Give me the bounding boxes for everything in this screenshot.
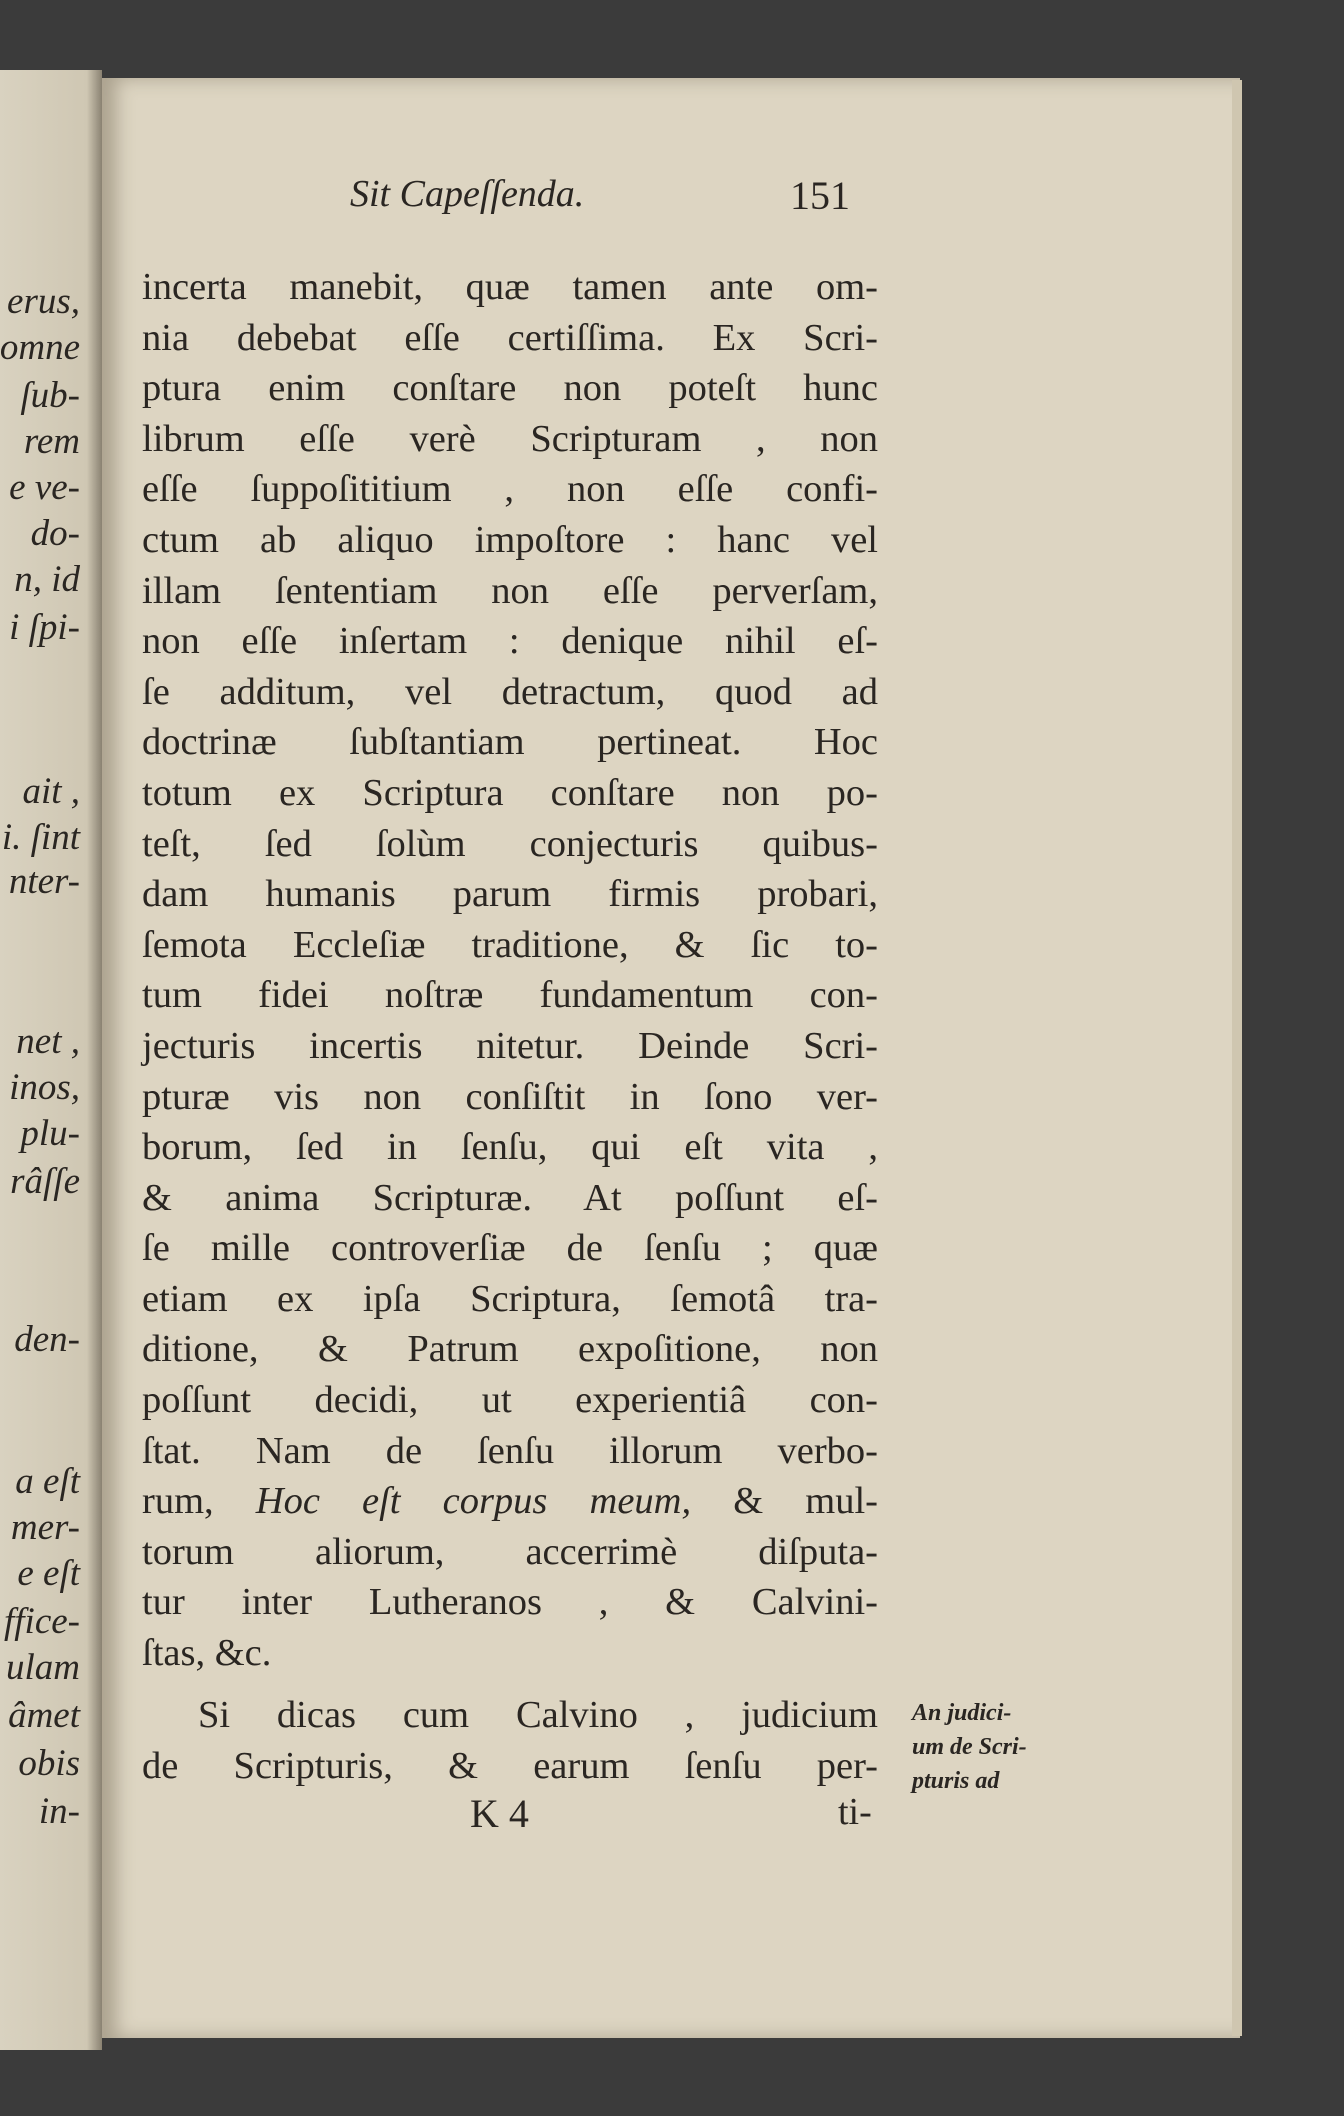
- marginal-line: um de Scri-: [912, 1734, 1027, 1760]
- facing-page-fragment: e eſt: [17, 1553, 80, 1594]
- facing-page-fragment: in-: [38, 1791, 80, 1832]
- facing-page-fragment: râſſe: [10, 1161, 80, 1202]
- text-line: ſemota Eccleſiæ traditione, & ſic to-: [142, 923, 878, 966]
- text-line: nia debebat eſſe certiſſima. Ex Scri-: [142, 316, 878, 359]
- text-line: teſt, ſed ſolùm conjecturis quibus-: [142, 822, 878, 865]
- text-line: ſtas, &c.: [142, 1632, 272, 1675]
- text-line: pturæ vis non conſiſtit in ſono ver-: [142, 1075, 878, 1118]
- facing-page-edge: [0, 70, 102, 2050]
- facing-page-fragment: do-: [30, 513, 80, 554]
- facing-page-fragment: den-: [14, 1319, 80, 1360]
- page-number: 151: [790, 173, 850, 218]
- text-line: ditione, & Patrum expoſitione, non: [142, 1328, 878, 1371]
- text-line: & anima Scripturæ. At poſſunt eſ-: [142, 1176, 878, 1219]
- facing-page-fragment: nter-: [8, 861, 80, 902]
- facing-page-fragment: rem: [23, 421, 80, 462]
- text-line: Si dicas cum Calvino , judicium: [198, 1694, 878, 1736]
- catchword: ti-: [838, 1791, 872, 1833]
- text-line: ſe additum, vel detractum, quod ad: [142, 670, 878, 713]
- facing-page-fragment: n, id: [14, 559, 80, 600]
- text-line: ctum ab aliquo impoſtore : hanc vel: [142, 518, 878, 561]
- text-line: librum eſſe verè Scripturam , non: [142, 417, 878, 460]
- text-line: de Scripturis, & earum ſenſu per-: [142, 1744, 878, 1787]
- facing-page-fragment: omne: [0, 327, 80, 368]
- text-line: doctrinæ ſubſtantiam pertineat. Hoc: [142, 721, 878, 764]
- text-line: ſtat. Nam de ſenſu illorum verbo-: [142, 1429, 878, 1472]
- facing-page-fragment: erus,: [7, 281, 80, 322]
- running-title: Sit Capeſſenda.: [350, 173, 585, 215]
- page-edge: [1232, 80, 1242, 2036]
- facing-page-fragment: plu-: [20, 1113, 80, 1154]
- facing-page-fragment: i ſpi-: [9, 607, 80, 648]
- marginal-line: An judici-: [912, 1700, 1012, 1726]
- text-line: etiam ex ipſa Scriptura, ſemotâ tra-: [142, 1277, 878, 1320]
- italic-quote: Hoc eſt corpus meum,: [255, 1480, 692, 1523]
- text-line: ptura enim conſtare non poteſt hunc: [142, 367, 878, 410]
- text-line: eſſe ſuppoſititium , non eſſe confi-: [142, 468, 878, 511]
- facing-page-fragment: obis: [18, 1743, 80, 1784]
- text-line: poſſunt decidi, ut experientiâ con-: [142, 1379, 878, 1422]
- facing-page-fragment: ulam: [6, 1647, 80, 1688]
- facing-page-fragment: ait ,: [22, 771, 80, 812]
- facing-page-fragment: net ,: [16, 1021, 80, 1062]
- marginal-line: pturis ad: [912, 1768, 1000, 1794]
- text-line: borum, ſed in ſenſu, qui eſt vita ,: [142, 1126, 878, 1169]
- text-line: dam humanis parum firmis probari,: [142, 873, 878, 916]
- facing-page-fragment: i. ſint: [1, 817, 80, 858]
- text-line: non eſſe inſertam : denique nihil eſ-: [142, 620, 878, 663]
- text-line: illam ſententiam non eſſe perverſam,: [142, 569, 878, 612]
- text-line: ſe mille controverſiæ de ſenſu ; quæ: [142, 1227, 878, 1270]
- facing-page-fragment: âmet: [8, 1695, 80, 1736]
- facing-page-fragment: ſub-: [20, 375, 80, 416]
- facing-page-fragment: ffice-: [3, 1601, 80, 1642]
- text-line: tum fidei noſtræ fundamentum con-: [142, 974, 878, 1017]
- paragraph-1: [142, 262, 878, 1679]
- text-span: rum,: [142, 1480, 256, 1523]
- marginal-note: [912, 1696, 1027, 1798]
- text-line: torum aliorum, accerrimè diſputa-: [142, 1530, 878, 1573]
- facing-page-fragment: a eſt: [15, 1461, 80, 1502]
- paragraph-2: [142, 1690, 878, 1791]
- text-line: jecturis incertis nitetur. Deinde Scri-: [142, 1024, 878, 1067]
- text-line: totum ex Scriptura conſtare non po-: [142, 771, 878, 814]
- facing-page-fragment: e ve-: [9, 467, 80, 508]
- facing-page-fragment: mer-: [10, 1507, 80, 1548]
- text-line: tur inter Lutheranos , & Calvini-: [142, 1581, 878, 1624]
- text-span: & mul-: [691, 1480, 878, 1523]
- text-line: [142, 1476, 878, 1527]
- text-line: incerta manebit, quæ tamen ante om-: [142, 266, 878, 308]
- signature-mark: K 4: [470, 1791, 529, 1836]
- facing-page-fragment: inos,: [9, 1067, 80, 1108]
